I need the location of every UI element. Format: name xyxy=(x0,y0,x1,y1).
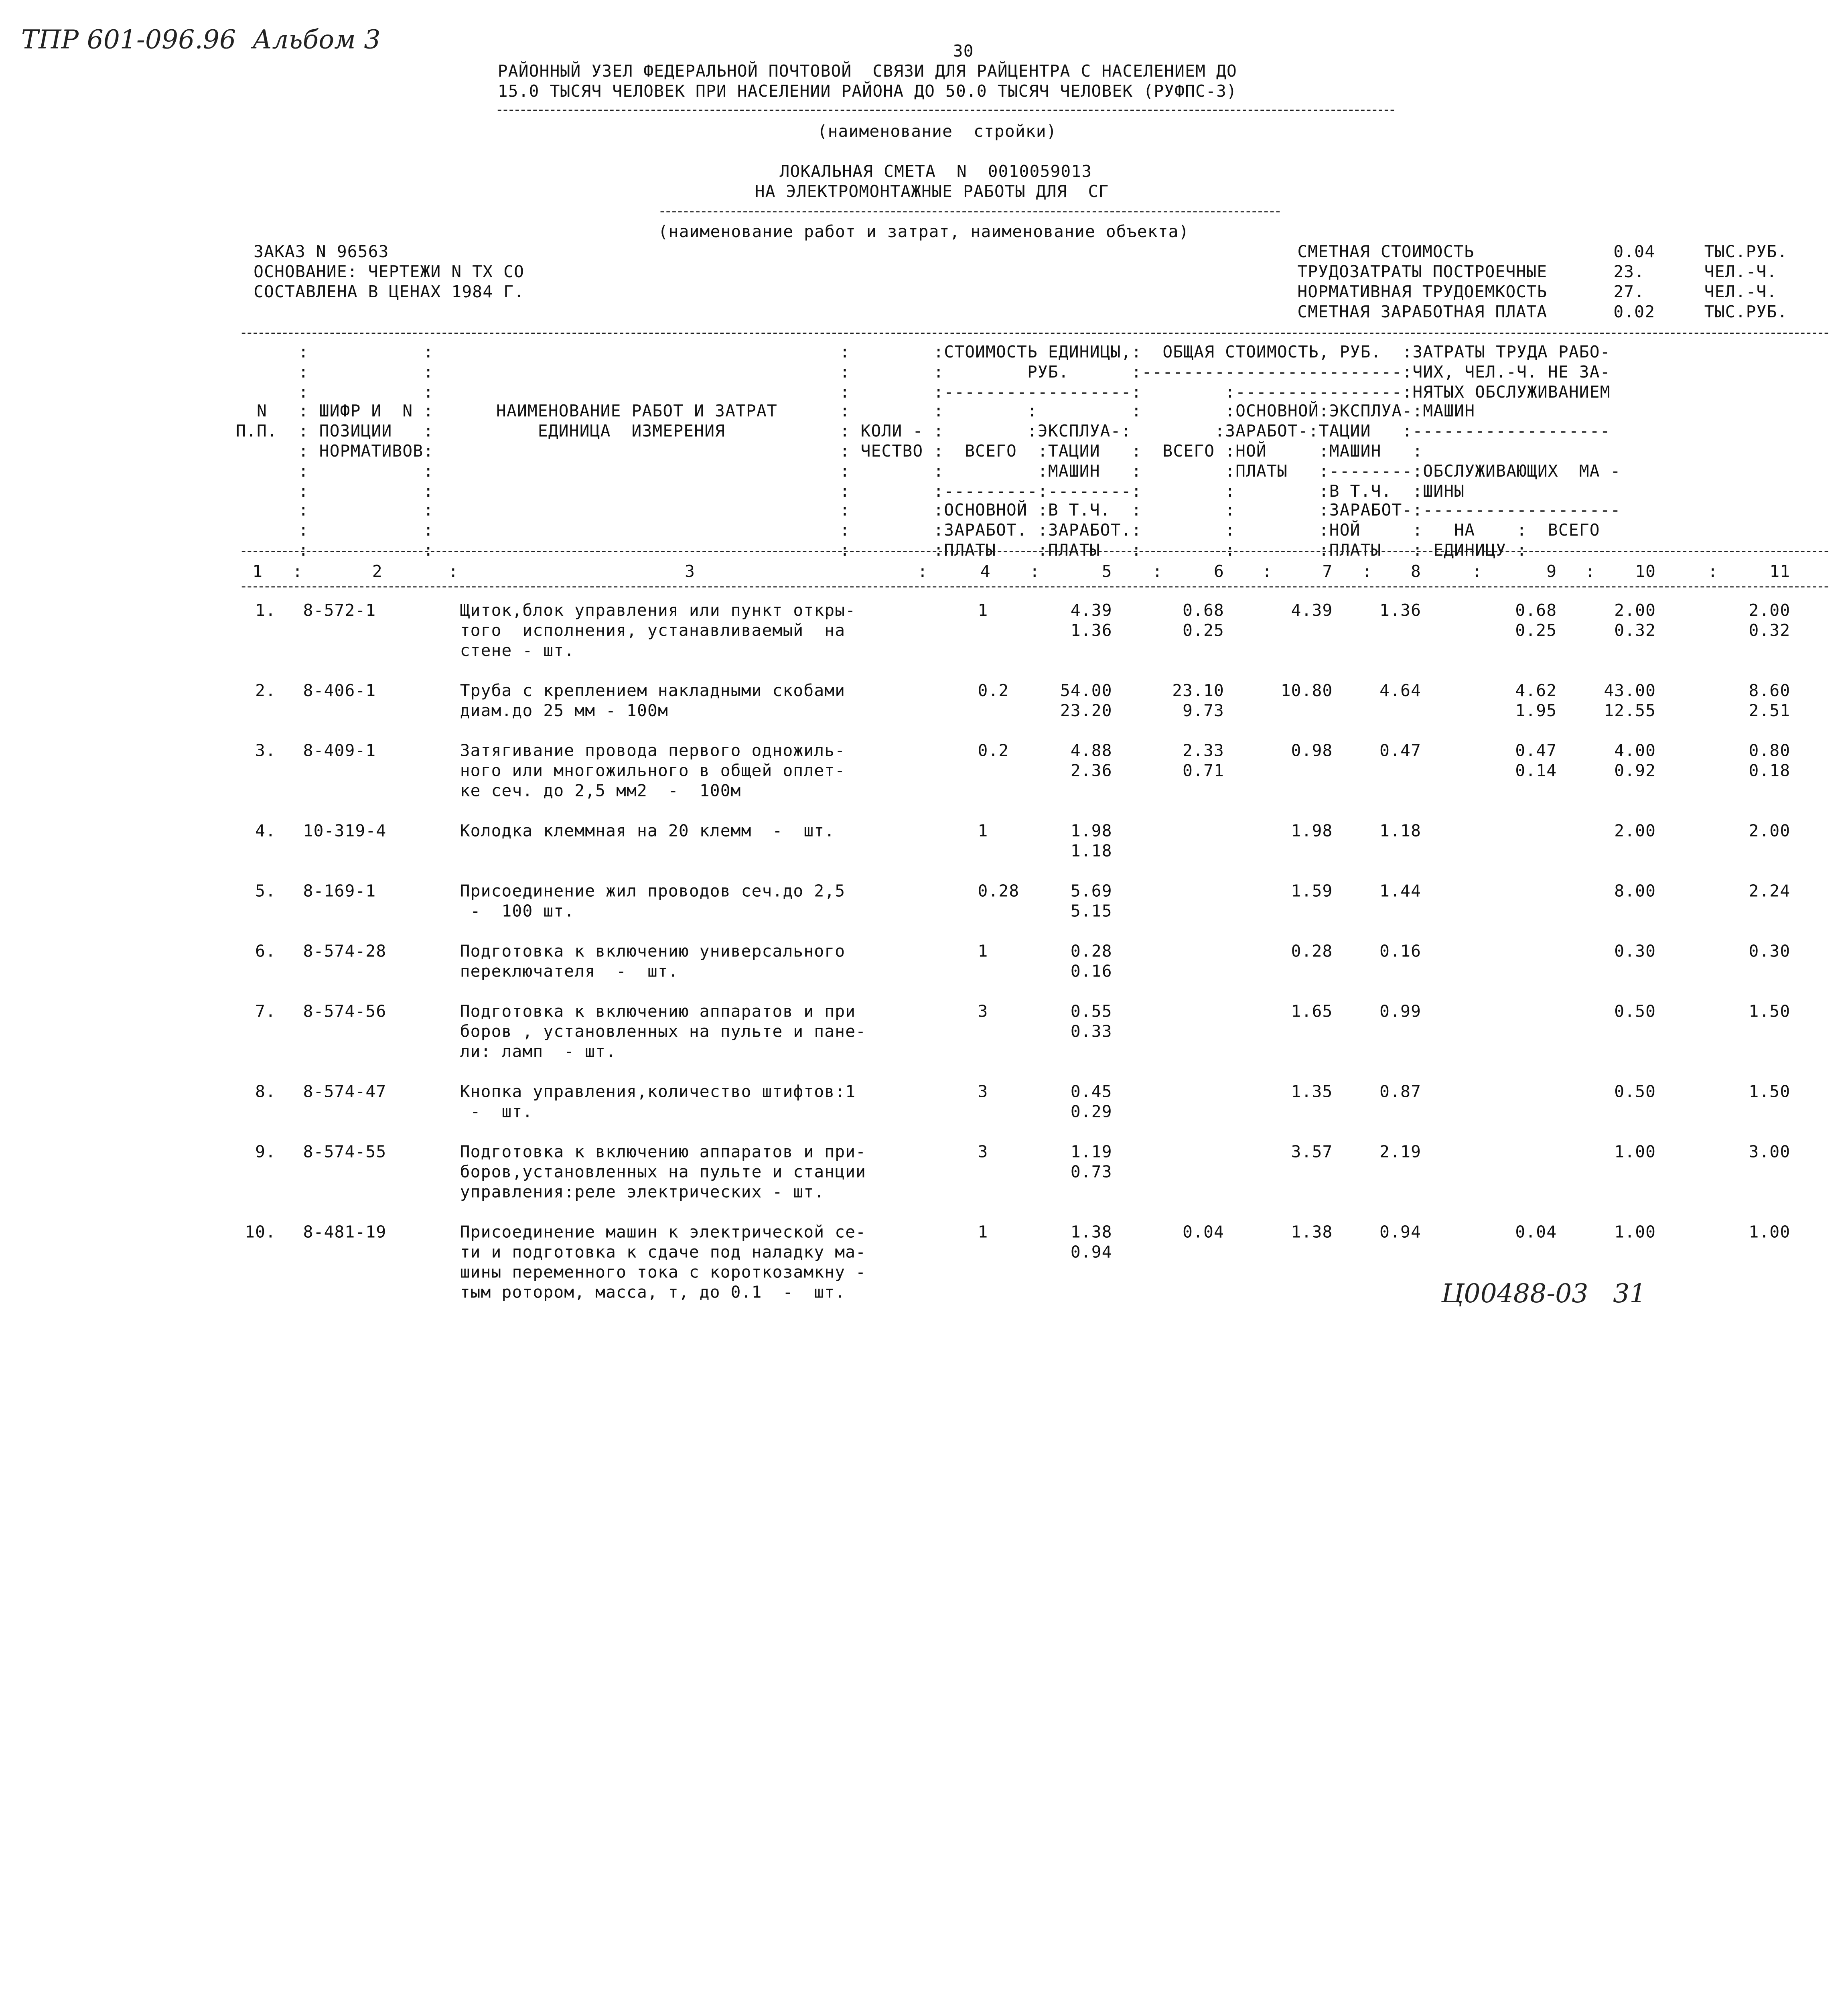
row-code: 8-574-28 xyxy=(303,942,387,962)
row-unit-cost: 0.28 xyxy=(1070,942,1112,962)
row-number: 9. xyxy=(255,1143,276,1162)
header-line: : : : :СТОИМОСТЬ ЕДИНИЦЫ,: ОБЩАЯ СТОИМОСТЬ, РУБ. :ЗАТРАТЫ ТРУДА РАБО- xyxy=(236,343,1611,362)
row-unit-cost: 1.38 xyxy=(1070,1223,1112,1243)
row-unit-machine-cost: 2.33 xyxy=(1183,742,1225,761)
row-labor-total: 0.18 xyxy=(1749,762,1791,781)
row-total-wages: 0.99 xyxy=(1379,1003,1422,1022)
summary-value: 0.04 xyxy=(1613,243,1655,262)
row-labor-per-unit: 0.32 xyxy=(1614,621,1656,641)
estimate-title-line-2: НА ЭЛЕКТРОМОНТАЖНЫЕ РАБОТЫ ДЛЯ СГ xyxy=(755,183,1109,202)
row-code: 8-572-1 xyxy=(303,601,376,621)
row-code: 10-319-4 xyxy=(303,822,387,841)
row-unit-cost: 0.55 xyxy=(1070,1003,1112,1022)
row-description: ке сеч. до 2,5 мм2 - 100м xyxy=(460,782,741,801)
column-separator: : xyxy=(1708,562,1718,582)
row-total-machine-cost: 0.25 xyxy=(1515,621,1557,641)
row-labor-total: 0.32 xyxy=(1749,621,1791,641)
summary-label: НОРМАТИВНАЯ ТРУДОЕМКОСТЬ xyxy=(1297,283,1548,302)
row-description: Подготовка к включению универсального xyxy=(460,942,846,962)
row-labor-total: 2.24 xyxy=(1749,882,1791,901)
column-separator: : xyxy=(917,562,928,582)
summary-label: ТРУДОЗАТРАТЫ ПОСТРОЕЧНЫЕ xyxy=(1297,263,1548,282)
row-unit-cost: 0.33 xyxy=(1070,1023,1112,1042)
row-labor-total: 0.80 xyxy=(1749,742,1791,761)
column-separator: : xyxy=(1152,562,1163,582)
header-line: : НОРМАТИВОВ: : ЧЕСТВО : ВСЕГО :ТАЦИИ : ВСЕГО :НОЙ :МАШИН : xyxy=(236,442,1423,461)
column-number: 6 xyxy=(1214,562,1225,582)
row-description: шины переменного тока с короткозамкну - xyxy=(460,1263,866,1283)
row-labor-total: 8.60 xyxy=(1749,682,1791,701)
row-labor-per-unit: 0.50 xyxy=(1614,1003,1656,1022)
row-labor-per-unit: 12.55 xyxy=(1604,702,1656,721)
row-total-machine-cost: 1.95 xyxy=(1515,702,1557,721)
row-description: диам.до 25 мм - 100м xyxy=(460,702,668,721)
row-unit-cost: 1.19 xyxy=(1070,1143,1112,1162)
row-description: Присоединение машин к электрической се- xyxy=(460,1223,866,1243)
column-separator: : xyxy=(1262,562,1273,582)
column-separator: : xyxy=(1362,562,1373,582)
column-separator: : xyxy=(1585,562,1596,582)
column-number: 2 xyxy=(372,562,383,582)
row-number: 5. xyxy=(255,882,276,901)
row-total-cost: 1.59 xyxy=(1291,882,1333,901)
row-code: 8-409-1 xyxy=(303,742,376,761)
row-number: 10. xyxy=(245,1223,276,1243)
summary-label: СМЕТНАЯ ЗАРАБОТНАЯ ПЛАТА xyxy=(1297,303,1548,322)
row-total-machine-cost: 4.62 xyxy=(1515,682,1557,701)
row-description: ного или многожильного в общей оплет- xyxy=(460,762,846,781)
summary-unit: ЧЕЛ.-Ч. xyxy=(1704,283,1777,302)
row-total-cost: 0.98 xyxy=(1291,742,1333,761)
row-quantity: 0.28 xyxy=(978,882,1020,901)
row-labor-total: 2.00 xyxy=(1749,822,1791,841)
basis: ОСНОВАНИЕ: ЧЕРТЕЖИ N ТХ СО xyxy=(254,263,525,282)
row-labor-total: 1.00 xyxy=(1749,1223,1791,1243)
row-unit-machine-cost: 23.10 xyxy=(1172,682,1225,701)
row-unit-cost: 1.36 xyxy=(1070,621,1112,641)
handwritten-sheet-note: Ц00488-03 31 xyxy=(1441,1280,1646,1310)
price-basis: СОСТАВЛЕНА В ЦЕНАХ 1984 Г. xyxy=(254,283,525,302)
row-description: Затягивание провода первого одножиль- xyxy=(460,742,846,761)
column-number: 8 xyxy=(1411,562,1422,582)
row-description: ли: ламп - шт. xyxy=(460,1043,617,1062)
row-unit-cost: 4.88 xyxy=(1070,742,1112,761)
row-total-wages: 0.47 xyxy=(1379,742,1422,761)
header-line: : : : :ПЛАТЫ :ПЛАТЫ : : :ПЛАТЫ : ЕДИНИЦУ : xyxy=(236,541,1527,560)
order-number: ЗАКАЗ N 96563 xyxy=(254,243,389,262)
summary-unit: ТЫС.РУБ. xyxy=(1704,243,1788,262)
row-code: 8-574-56 xyxy=(303,1003,387,1022)
header-line: : : : :ЗАРАБОТ. :ЗАРАБОТ.: : :НОЙ : НА : ВСЕГО xyxy=(236,522,1600,541)
row-description: боров,установленных на пульте и станции xyxy=(460,1163,866,1182)
row-unit-cost: 0.29 xyxy=(1070,1103,1112,1122)
row-total-machine-cost: 0.68 xyxy=(1515,601,1557,621)
row-labor-per-unit: 1.00 xyxy=(1614,1223,1656,1243)
row-number: 4. xyxy=(255,822,276,841)
row-total-wages: 0.87 xyxy=(1379,1083,1422,1102)
row-number: 3. xyxy=(255,742,276,761)
row-labor-per-unit: 4.00 xyxy=(1614,742,1656,761)
row-quantity: 1 xyxy=(978,942,988,962)
row-unit-cost: 5.15 xyxy=(1070,902,1112,922)
row-labor-total: 0.30 xyxy=(1749,942,1791,962)
row-quantity: 3 xyxy=(978,1083,988,1102)
column-number: 11 xyxy=(1769,562,1791,582)
row-number: 6. xyxy=(255,942,276,962)
summary-value: 27. xyxy=(1613,283,1645,302)
row-unit-machine-cost: 0.04 xyxy=(1183,1223,1225,1243)
row-total-cost: 10.80 xyxy=(1280,682,1333,701)
row-number: 8. xyxy=(255,1083,276,1102)
row-total-wages: 0.94 xyxy=(1379,1223,1422,1243)
row-description: того исполнения, устанавливаемый на xyxy=(460,621,846,641)
row-unit-cost: 0.73 xyxy=(1070,1163,1112,1182)
row-quantity: 1 xyxy=(978,1223,988,1243)
row-code: 8-481-19 xyxy=(303,1223,387,1243)
row-unit-cost: 2.36 xyxy=(1070,762,1112,781)
row-total-wages: 4.64 xyxy=(1379,682,1422,701)
row-quantity: 3 xyxy=(978,1143,988,1162)
row-quantity: 3 xyxy=(978,1003,988,1022)
row-quantity: 1 xyxy=(978,822,988,841)
handwritten-album-note: ТПР 601-096.96 Альбом 3 xyxy=(21,26,381,56)
row-unit-cost: 5.69 xyxy=(1070,882,1112,901)
row-description: Труба с креплением накладными скобами xyxy=(460,682,846,701)
estimate-divider xyxy=(661,211,1280,212)
column-number: 5 xyxy=(1101,562,1112,582)
row-labor-per-unit: 0.92 xyxy=(1614,762,1656,781)
row-unit-cost: 1.18 xyxy=(1070,842,1112,861)
row-total-cost: 3.57 xyxy=(1291,1143,1333,1162)
header-line: : : : : РУБ. :-------------------------:ЧИХ, ЧЕЛ.-Ч. НЕ ЗА- xyxy=(236,363,1611,382)
row-code: 8-574-47 xyxy=(303,1083,387,1102)
row-description: - шт. xyxy=(460,1103,533,1122)
column-number: 4 xyxy=(980,562,991,582)
row-total-cost: 1.35 xyxy=(1291,1083,1333,1102)
row-labor-per-unit: 43.00 xyxy=(1604,682,1656,701)
row-quantity: 1 xyxy=(978,601,988,621)
row-description: тым ротором, масса, т, до 0.1 - шт. xyxy=(460,1283,846,1303)
page-number: 30 xyxy=(953,42,974,61)
header-line: : : : :ОСНОВНОЙ :В Т.Ч. : : :ЗАРАБОТ-:------------------- xyxy=(236,502,1621,521)
column-separator: : xyxy=(292,562,303,582)
row-labor-total: 1.50 xyxy=(1749,1003,1791,1022)
row-total-cost: 1.98 xyxy=(1291,822,1333,841)
project-title-line-1: РАЙОННЫЙ УЗЕЛ ФЕДЕРАЛЬНОЙ ПОЧТОВОЙ СВЯЗИ ДЛЯ РАЙЦЕНТРА С НАСЕЛЕНИЕМ ДО xyxy=(497,62,1237,81)
row-description: управления:реле электрических - шт. xyxy=(460,1183,825,1202)
row-unit-cost: 0.16 xyxy=(1070,962,1112,982)
summary-value: 23. xyxy=(1613,263,1645,282)
row-labor-total: 2.51 xyxy=(1749,702,1791,721)
row-total-cost: 1.38 xyxy=(1291,1223,1333,1243)
row-unit-cost: 54.00 xyxy=(1060,682,1112,701)
row-quantity: 0.2 xyxy=(978,742,1009,761)
row-total-cost: 0.28 xyxy=(1291,942,1333,962)
row-labor-total: 3.00 xyxy=(1749,1143,1791,1162)
column-separator: : xyxy=(1472,562,1483,582)
row-total-wages: 1.36 xyxy=(1379,601,1422,621)
row-description: Кнопка управления,количество штифтов:1 xyxy=(460,1083,856,1102)
row-number: 1. xyxy=(255,601,276,621)
header-bottom-rule xyxy=(242,551,1828,552)
summary-unit: ЧЕЛ.-Ч. xyxy=(1704,263,1777,282)
header-line: П.П. : ПОЗИЦИИ : ЕДИНИЦА ИЗМЕРЕНИЯ : КОЛИ - : :ЭКСПЛУА-: :ЗАРАБОТ-:ТАЦИИ :------------------- xyxy=(236,422,1611,442)
row-labor-per-unit: 2.00 xyxy=(1614,601,1656,621)
project-title-caption: (наименование стройки) xyxy=(817,122,1057,142)
row-labor-per-unit: 1.00 xyxy=(1614,1143,1656,1162)
row-unit-cost: 23.20 xyxy=(1060,702,1112,721)
row-labor-total: 2.00 xyxy=(1749,601,1791,621)
row-total-wages: 1.18 xyxy=(1379,822,1422,841)
column-number: 3 xyxy=(685,562,696,582)
summary-unit: ТЫС.РУБ. xyxy=(1704,303,1788,322)
column-separator: : xyxy=(448,562,459,582)
estimate-title-line-1: ЛОКАЛЬНАЯ СМЕТА N 0010059013 xyxy=(779,162,1092,182)
column-separator: : xyxy=(1029,562,1040,582)
row-total-cost: 4.39 xyxy=(1291,601,1333,621)
row-total-wages: 2.19 xyxy=(1379,1143,1422,1162)
column-number: 9 xyxy=(1546,562,1557,582)
header-line: : : : : :МАШИН : :ПЛАТЫ :--------:ОБСЛУЖИВАЮЩИХ МА - xyxy=(236,462,1621,481)
row-code: 8-406-1 xyxy=(303,682,376,701)
header-line: : : : :---------:--------: : :В Т.Ч. :ШИНЫ xyxy=(236,482,1465,501)
row-total-cost: 1.65 xyxy=(1291,1003,1333,1022)
row-total-wages: 1.44 xyxy=(1379,882,1422,901)
row-unit-cost: 4.39 xyxy=(1070,601,1112,621)
row-unit-machine-cost: 0.68 xyxy=(1183,601,1225,621)
row-labor-per-unit: 0.50 xyxy=(1614,1083,1656,1102)
row-total-machine-cost: 0.47 xyxy=(1515,742,1557,761)
summary-value: 0.02 xyxy=(1613,303,1655,322)
column-number: 7 xyxy=(1322,562,1333,582)
table-top-rule xyxy=(242,333,1828,334)
column-number-rule xyxy=(242,586,1828,587)
row-number: 2. xyxy=(255,682,276,701)
row-description: - 100 шт. xyxy=(460,902,575,922)
row-unit-cost: 0.45 xyxy=(1070,1083,1112,1102)
row-unit-cost: 0.94 xyxy=(1070,1243,1112,1263)
row-unit-machine-cost: 9.73 xyxy=(1183,702,1225,721)
row-unit-machine-cost: 0.25 xyxy=(1183,621,1225,641)
row-labor-per-unit: 2.00 xyxy=(1614,822,1656,841)
row-description: стене - шт. xyxy=(460,642,575,661)
row-code: 8-169-1 xyxy=(303,882,376,901)
row-description: Подготовка к включению аппаратов и при xyxy=(460,1003,856,1022)
row-quantity: 0.2 xyxy=(978,682,1009,701)
row-number: 7. xyxy=(255,1003,276,1022)
row-unit-machine-cost: 0.71 xyxy=(1183,762,1225,781)
row-labor-total: 1.50 xyxy=(1749,1083,1791,1102)
column-number: 1 xyxy=(252,562,263,582)
row-total-machine-cost: 0.14 xyxy=(1515,762,1557,781)
row-description: Колодка клеммная на 20 клемм - шт. xyxy=(460,822,835,841)
row-description: ти и подготовка к сдаче под наладку ма- xyxy=(460,1243,866,1263)
summary-label: СМЕТНАЯ СТОИМОСТЬ xyxy=(1297,243,1475,262)
row-description: боров , установленных на пульте и пане- xyxy=(460,1023,866,1042)
row-total-machine-cost: 0.04 xyxy=(1515,1223,1557,1243)
row-description: переключателя - шт. xyxy=(460,962,679,982)
header-line: : : : :------------------: :----------------:НЯТЫХ ОБСЛУЖИВАНИЕМ xyxy=(236,383,1611,402)
header-line: N : ШИФР И N : НАИМЕНОВАНИЕ РАБОТ И ЗАТРАТ : : : : :ОСНОВНОЙ:ЭКСПЛУА-:МАШИН xyxy=(236,402,1475,422)
row-labor-per-unit: 8.00 xyxy=(1614,882,1656,901)
row-total-wages: 0.16 xyxy=(1379,942,1422,962)
row-unit-cost: 1.98 xyxy=(1070,822,1112,841)
row-code: 8-574-55 xyxy=(303,1143,387,1162)
row-description: Подготовка к включению аппаратов и при- xyxy=(460,1143,866,1162)
title-divider xyxy=(498,110,1394,111)
estimate-caption: (наименование работ и затрат, наименование объекта) xyxy=(658,223,1189,242)
column-number: 10 xyxy=(1635,562,1656,582)
row-description: Щиток,блок управления или пункт откры- xyxy=(460,601,856,621)
row-labor-per-unit: 0.30 xyxy=(1614,942,1656,962)
row-description: Присоединение жил проводов сеч.до 2,5 xyxy=(460,882,846,901)
project-title-line-2: 15.0 ТЫСЯЧ ЧЕЛОВЕК ПРИ НАСЕЛЕНИИ РАЙОНА ДО 50.0 ТЫСЯЧ ЧЕЛОВЕК (РУФПС-3) xyxy=(497,82,1237,102)
